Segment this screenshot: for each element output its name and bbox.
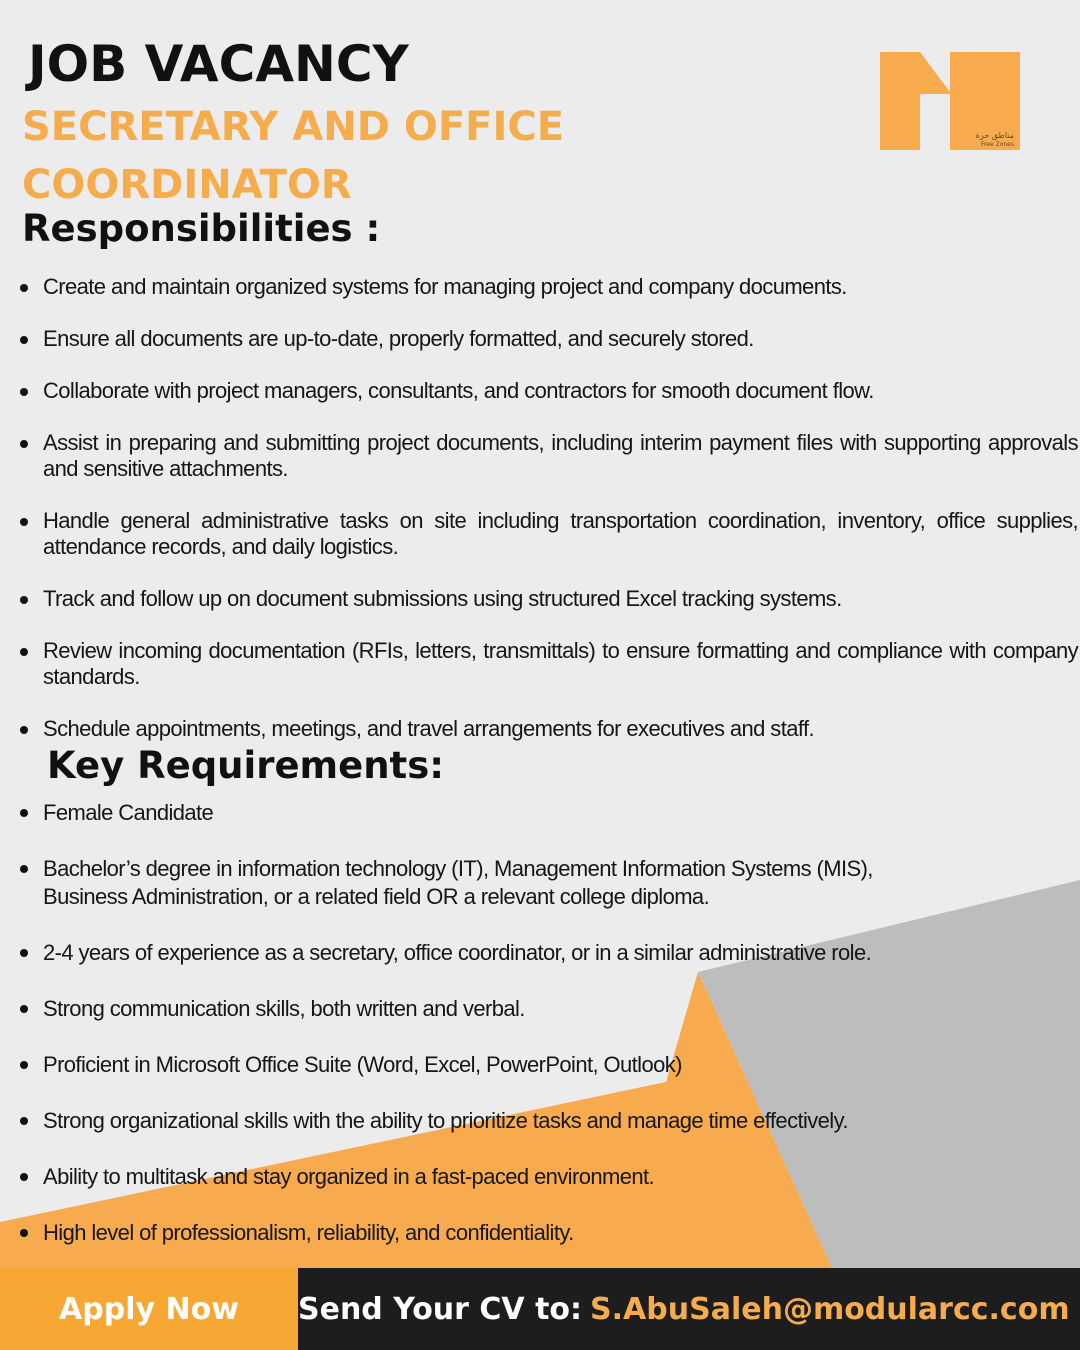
position-title-line2: COORDINATOR <box>22 162 352 208</box>
list-item: Bachelor’s degree in information technology (IT), Management Information Systems (MIS), Business Administration, or a related field OR a relevant college diploma. <box>16 855 1078 911</box>
send-cv-label: Send Your CV to: <box>298 1291 583 1327</box>
responsibilities-list <box>16 274 1078 768</box>
footer-bar <box>0 1268 1080 1350</box>
page-title: JOB VACANCY <box>28 35 409 93</box>
list-item: Female Candidate <box>16 799 1078 827</box>
logo-m-left <box>880 52 950 150</box>
list-item: High level of professionalism, reliability, and confidentiality. <box>16 1219 1078 1247</box>
list-item: Track and follow up on document submissions using structured Excel tracking systems. <box>16 586 1078 612</box>
requirements-list <box>16 799 1078 1275</box>
list-item: Schedule appointments, meetings, and travel arrangements for executives and staff. <box>16 716 1078 742</box>
list-item: Collaborate with project managers, consultants, and contractors for smooth document flow. <box>16 378 1078 404</box>
list-item: Review incoming documentation (RFIs, letters, transmittals) to ensure formatting and compliance with company standards. <box>16 638 1078 690</box>
list-item: Create and maintain organized systems for managing project and company documents. <box>16 274 1078 300</box>
logo-arabic-text: مناطق حرة <box>975 131 1014 140</box>
list-item: Ensure all documents are up-to-date, properly formatted, and securely stored. <box>16 326 1078 352</box>
list-item: Ability to multitask and stay organized in a fast-paced environment. <box>16 1163 1078 1191</box>
list-item: 2-4 years of experience as a secretary, office coordinator, or in a similar administrative role. <box>16 939 1078 967</box>
responsibilities-heading: Responsibilities : <box>22 207 381 250</box>
company-logo <box>880 52 1020 150</box>
requirements-heading: Key Requirements: <box>47 744 445 787</box>
list-item: Strong communication skills, both written and verbal. <box>16 995 1078 1023</box>
list-item: Strong organizational skills with the ability to prioritize tasks and manage time effectively. <box>16 1107 1078 1135</box>
position-title-line1: SECRETARY AND OFFICE <box>22 104 565 150</box>
apply-now-button[interactable]: Apply Now <box>0 1268 298 1350</box>
list-item: Proficient in Microsoft Office Suite (Word, Excel, PowerPoint, Outlook) <box>16 1051 1078 1079</box>
list-item: Handle general administrative tasks on site including transportation coordination, inventory, office supplies, attendance records, and daily logistics. <box>16 508 1078 560</box>
list-item: Assist in preparing and submitting project documents, including interim payment files with supporting approvals and sensitive attachments. <box>16 430 1078 482</box>
logo-english-text: Free Zones <box>980 141 1014 148</box>
send-cv-banner <box>298 1268 1080 1350</box>
position-title <box>22 98 662 214</box>
email-link[interactable]: S.AbuSaleh@modularcc.com <box>590 1291 1070 1327</box>
